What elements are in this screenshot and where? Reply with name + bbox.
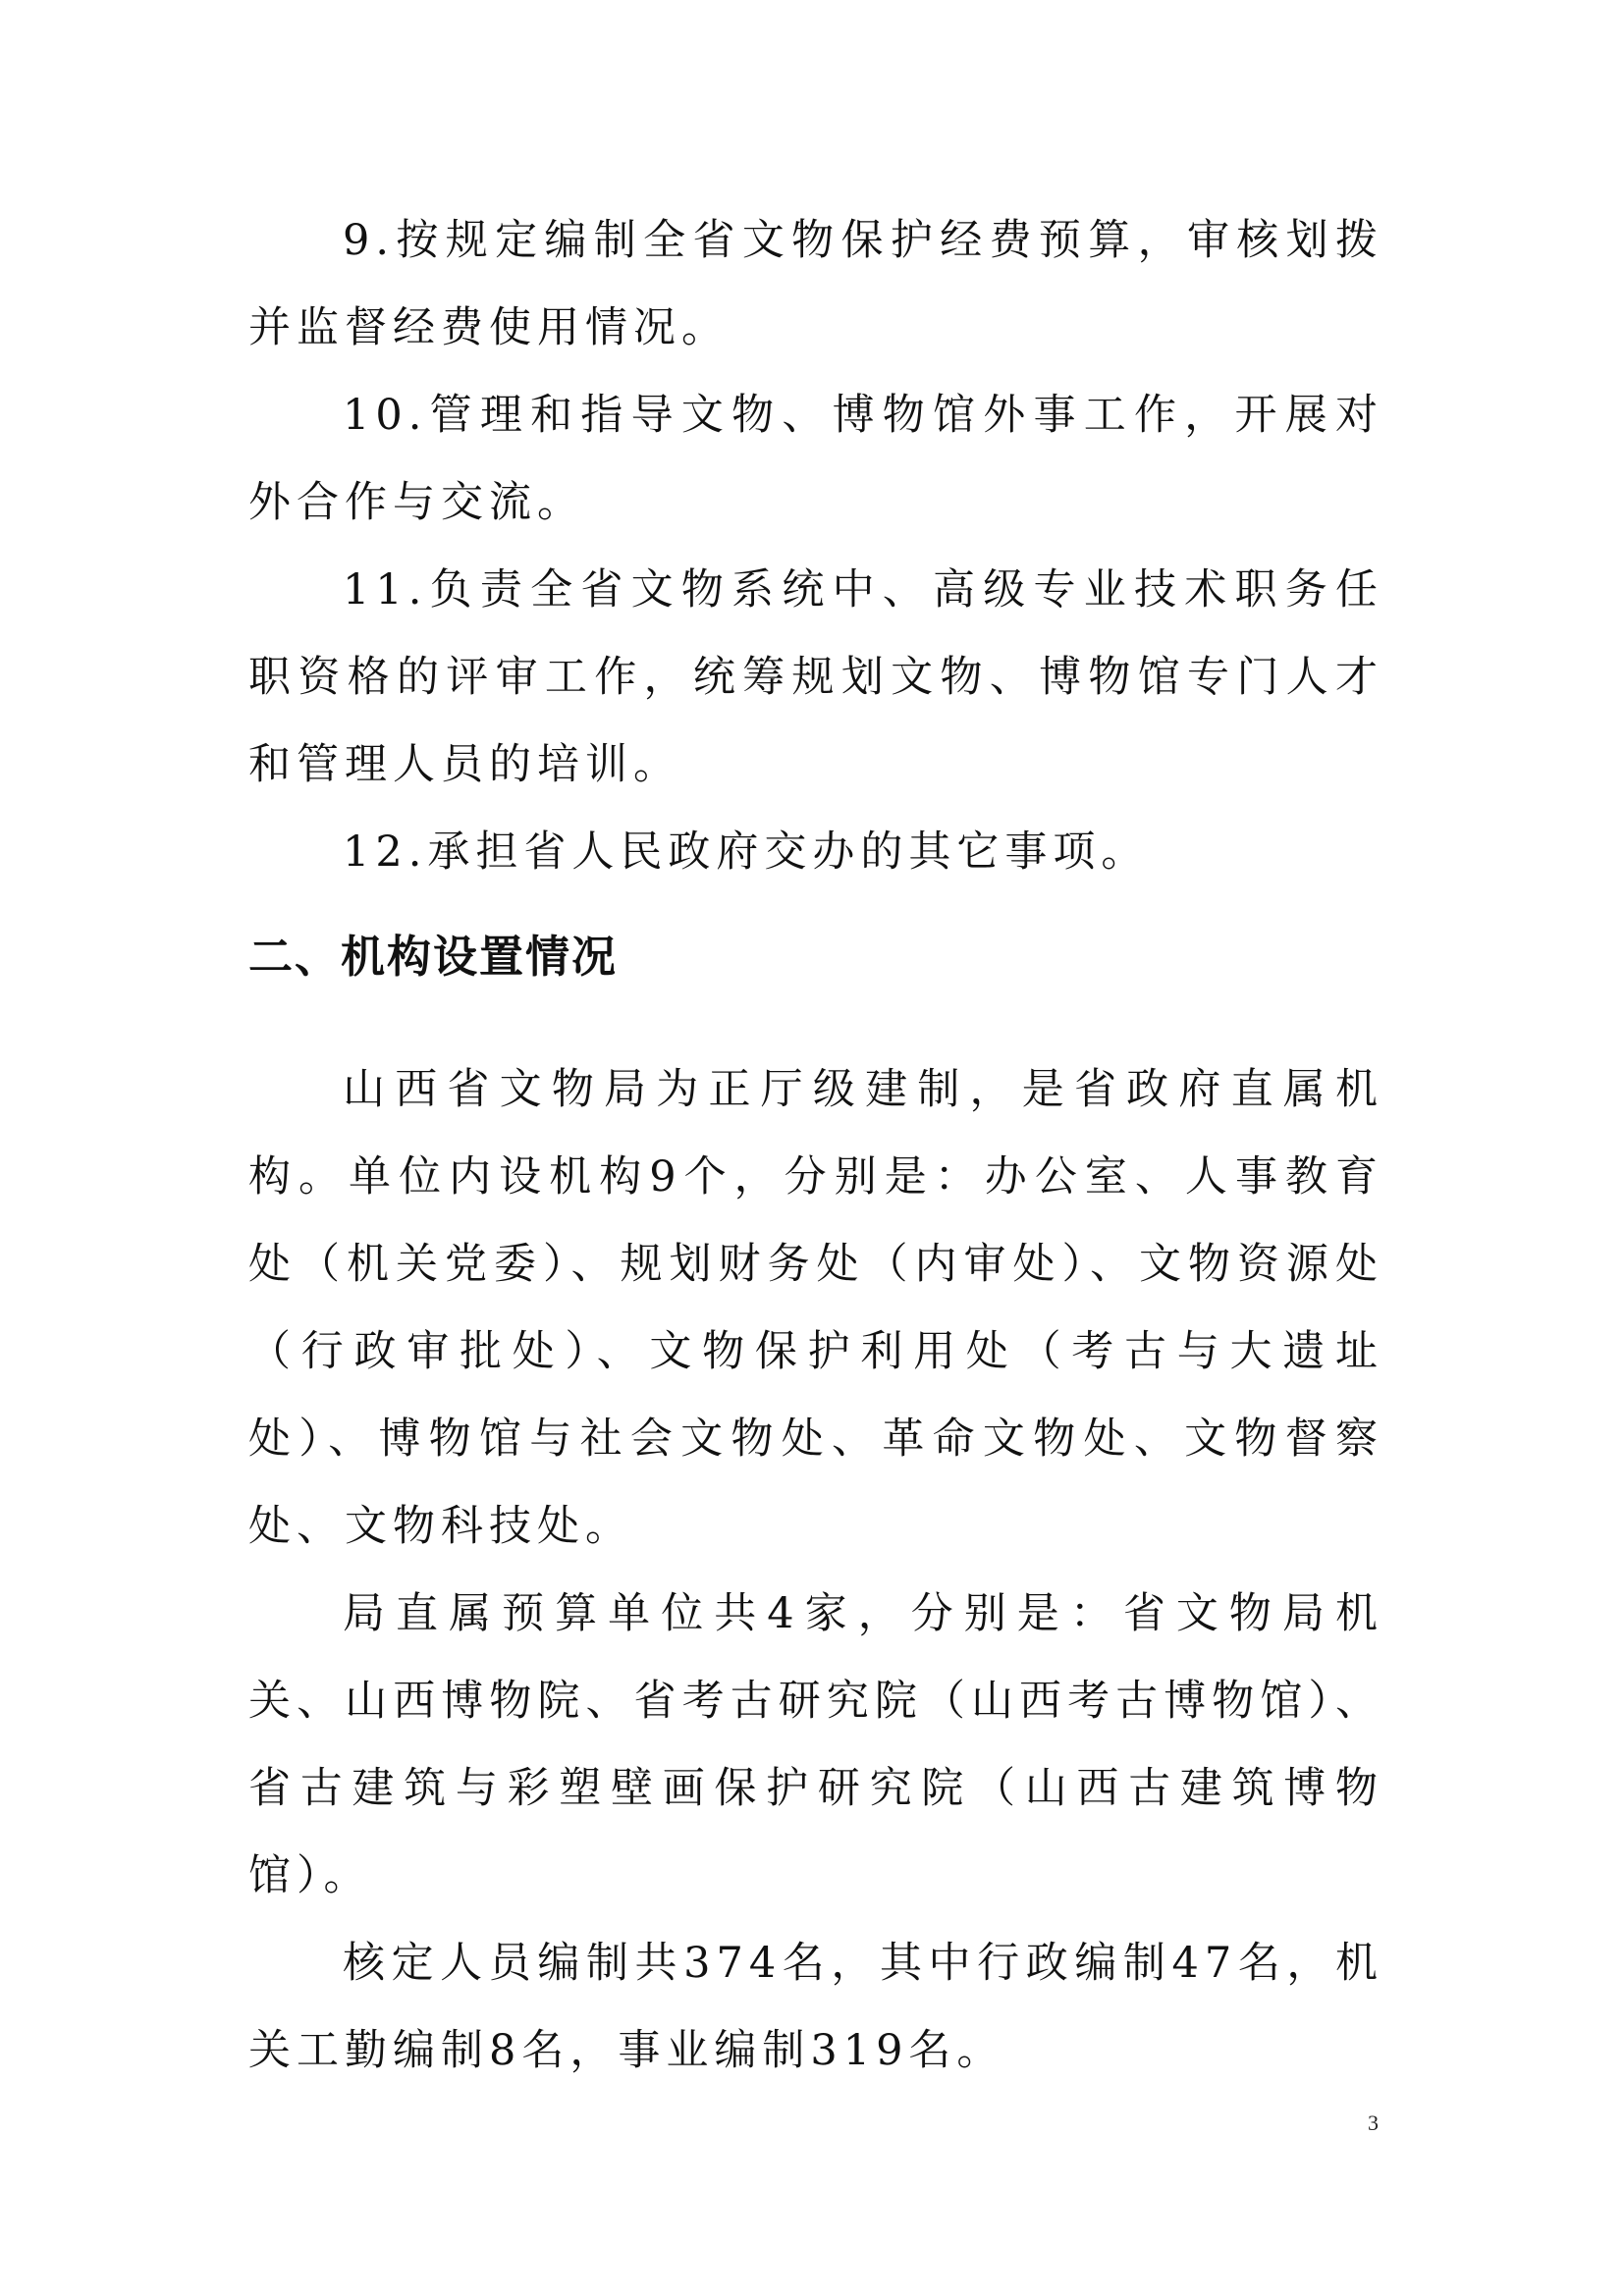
duty-item-12: 12.承担省人民政府交办的其它事项。 <box>343 828 1150 877</box>
budget-units-paragraph: 局直属预算单位共4家，分别是：省文物局机关、山西博物院、省考古研究院（山西考古博物馆）、省古建筑与彩塑壁画保护研究院（山西古建筑博物馆）。 <box>248 1589 1383 1900</box>
section-body <box>248 1046 1383 2095</box>
section-heading: 二、机构设置情况 <box>248 931 619 983</box>
organization-paragraph: 山西省文物局为正厅级建制，是省政府直属机构。单位内设机构9个，分别是：办公室、人事教育处（机关党委）、规划财务处（内审处）、文物资源处（行政审批处）、文物保护利用处（考古与大遗址处）、博物馆与社会文物处、革命文物处、文物督察处、文物科技处。 <box>248 1065 1383 1551</box>
duty-item-11: 11.负责全省文物系统中、高级专业技术职务任职资格的评审工作，统筹规划文物、博物馆专门人才和管理人员的培训。 <box>248 565 1383 789</box>
duty-list <box>248 197 1383 896</box>
staffing-paragraph: 核定人员编制共374名，其中行政编制47名，机关工勤编制8名，事业编制319名。 <box>248 1939 1383 2075</box>
page-number: 3 <box>1368 2110 1379 2135</box>
duty-item-10: 10.管理和指导文物、博物馆外事工作，开展对外合作与交流。 <box>248 391 1383 527</box>
duty-item-9: 9.按规定编制全省文物保护经费预算，审核划拨并监督经费使用情况。 <box>248 216 1383 352</box>
